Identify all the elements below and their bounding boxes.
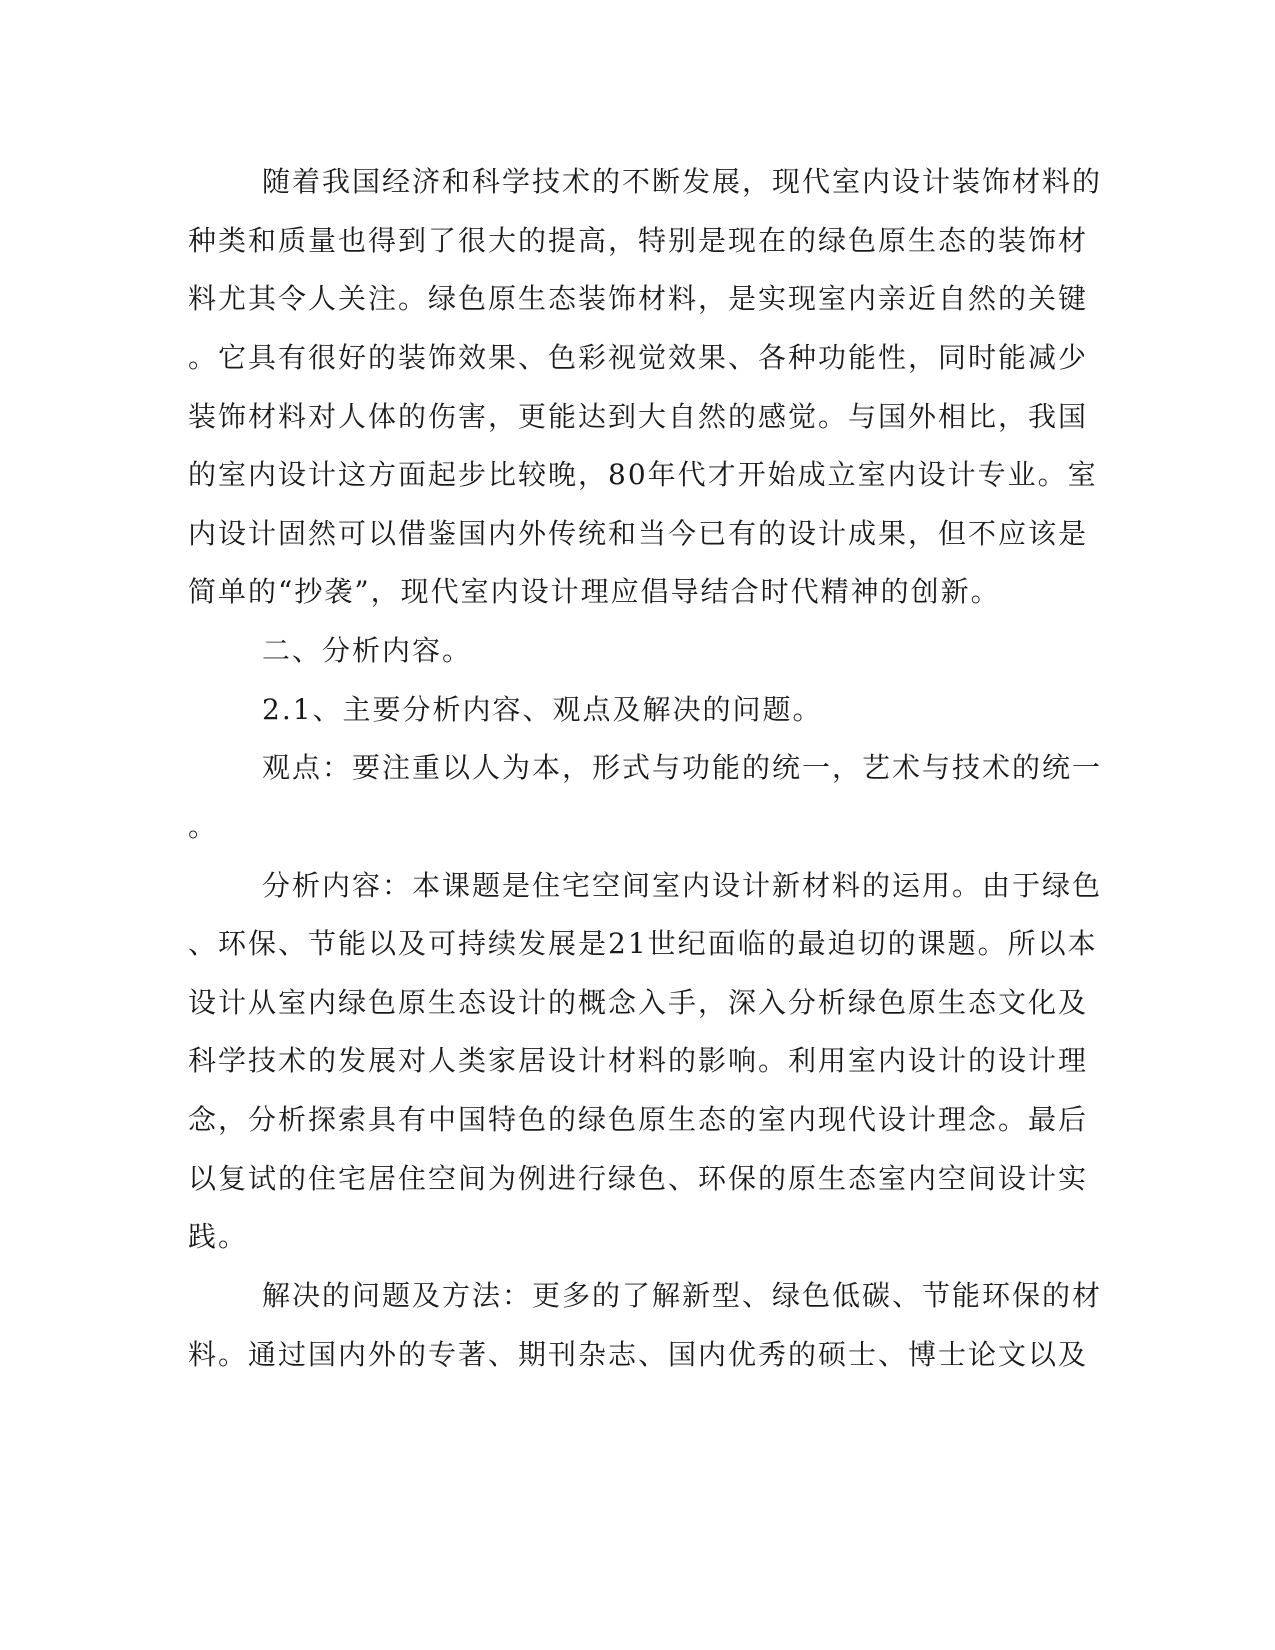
paragraph-1-line-7: 内设计固然可以借鉴国内外传统和当今已有的设计成果，但不应该是	[188, 517, 1089, 550]
paragraph-1-line-5: 装饰材料对人体的伤害，更能达到大自然的感觉。与国外相比，我国	[188, 400, 1089, 433]
paragraph-1-line-1: 随着我国经济和科学技术的不断发展，现代室内设计装饰材料的	[262, 165, 1103, 198]
paragraph-1-line-6: 的室内设计这方面起步比较晚，80年代才开始成立室内设计专业。室	[188, 458, 1098, 491]
paragraph-1-line-3: 料尤其令人关注。绿色原生态装饰材料，是实现室内亲近自然的关键	[188, 282, 1089, 315]
analysis-line-5: 念，分析探索具有中国特色的绿色原生态的室内现代设计理念。最后	[188, 1103, 1089, 1136]
analysis-line-7: 践。	[188, 1220, 249, 1253]
solution-line-1: 解决的问题及方法：更多的了解新型、绿色低碳、节能环保的材	[262, 1279, 1103, 1312]
paragraph-1-line-8: 简单的“抄袭”，现代室内设计理应倡导结合时代精神的创新。	[188, 575, 1001, 608]
viewpoint-line-2: 。	[188, 810, 219, 843]
analysis-line-6: 以复试的住宅居住空间为例进行绿色、环保的原生态室内空间设计实	[188, 1162, 1089, 1195]
viewpoint-line-1: 观点：要注重以人为本，形式与功能的统一，艺术与技术的统一	[262, 751, 1103, 784]
analysis-line-2: 、环保、节能以及可持续发展是21世纪面临的最迫切的课题。所以本	[188, 927, 1098, 960]
analysis-line-3: 设计从室内绿色原生态设计的概念入手，深入分析绿色原生态文化及	[188, 986, 1089, 1019]
section-heading: 二、分析内容。	[262, 634, 473, 667]
analysis-line-4: 科学技术的发展对人类家居设计材料的影响。利用室内设计的设计理	[188, 1044, 1089, 1077]
subsection-heading: 2.1、主要分析内容、观点及解决的问题。	[262, 693, 823, 726]
paragraph-1-line-2: 种类和质量也得到了很大的提高，特别是现在的绿色原生态的装饰材	[188, 224, 1089, 257]
analysis-line-1: 分析内容：本课题是住宅空间室内设计新材料的运用。由于绿色	[262, 869, 1103, 902]
paragraph-1-line-4: 。它具有很好的装饰效果、色彩视觉效果、各种功能性，同时能减少	[188, 341, 1089, 374]
solution-line-2: 料。通过国内外的专著、期刊杂志、国内优秀的硕士、博士论文以及	[188, 1338, 1089, 1371]
